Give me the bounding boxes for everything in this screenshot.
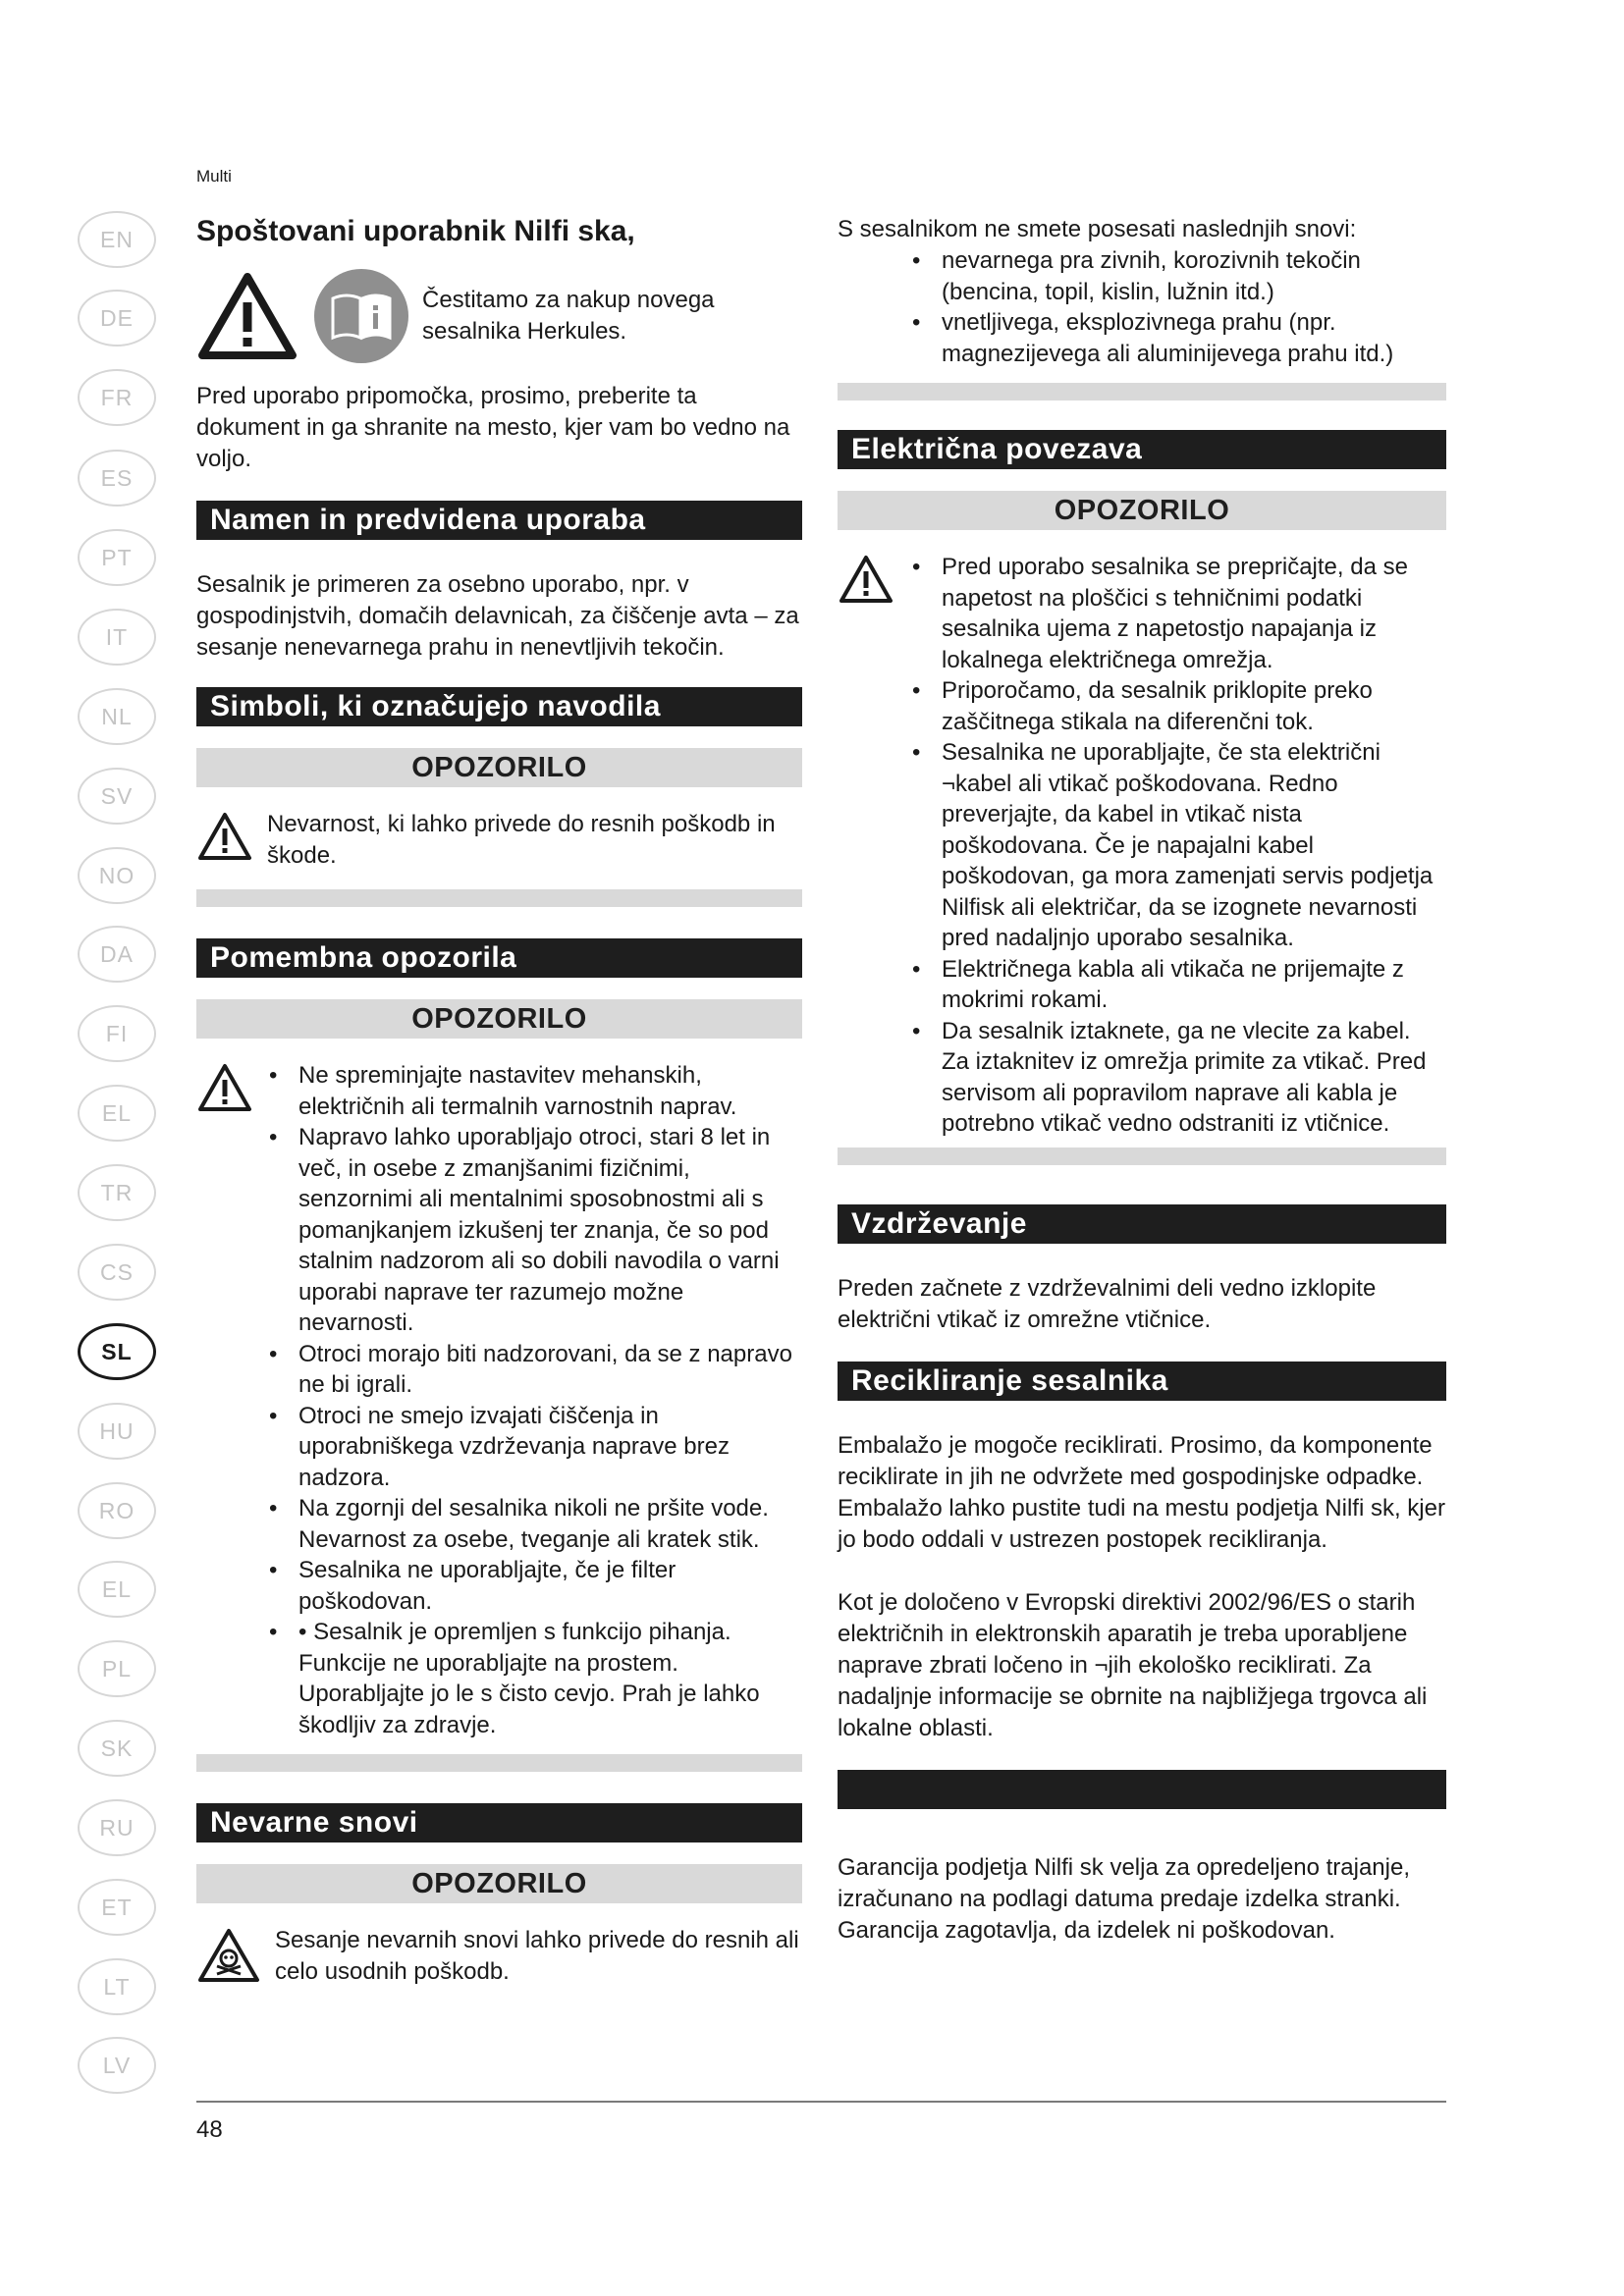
hazardous-warning-text: Sesanje nevarnih snovi lahko privede do resnih ali celo usodnih poškodb. (275, 1927, 799, 1985)
electrical-warnings-list (906, 552, 1441, 1140)
page-number: 48 (196, 2116, 223, 2143)
intro-text: Čestitamo za nakup novega sesalnika Herkules. (422, 287, 715, 345)
warning-triangle-icon (838, 554, 894, 605)
toxic-hazard-icon (196, 1927, 261, 1984)
before-use-text: Pred uporabo pripomočka, prosimo, preberite ta dokument in ga shranite na mesto, kjer vam bo vedno na voljo. (196, 383, 790, 472)
language-tab-fi[interactable]: FI (78, 1005, 156, 1062)
language-tab-el[interactable]: EL (78, 1085, 156, 1142)
symbols-warning-row (196, 809, 802, 872)
important-section-title: Pomembna opozorila (196, 938, 802, 978)
language-tab-ro[interactable]: RO (78, 1482, 156, 1539)
language-tab-sl[interactable]: SL (78, 1323, 156, 1380)
list-item: • Sesalnika ne uporabljajte, če sta električni ¬kabel ali vtikač poškodovana. Redno preverjajte, da kabel in vtikač nista poškodovana. Če je napajalni kabel poškodovan, ga mora zamenjati servis podjetja Nilfisk ali električar, da se izognete nevarnosti pred nadaljnjo uporabo sesalnika. (906, 737, 1441, 954)
hazardous-warning-label: OPOZORILO (196, 1864, 802, 1903)
electrical-section-title: Električna povezava (838, 430, 1446, 469)
separator-bar (196, 889, 802, 907)
language-tab-lv[interactable]: LV (78, 2037, 156, 2094)
language-tab-pt[interactable]: PT (78, 529, 156, 586)
language-tab-no[interactable]: NO (78, 847, 156, 904)
language-tab-sk[interactable]: SK (78, 1720, 156, 1777)
language-tab-it[interactable]: IT (78, 609, 156, 666)
separator-bar (838, 1148, 1446, 1165)
language-tab-en[interactable]: EN (78, 211, 156, 268)
electrical-warning-row (838, 552, 1446, 1140)
language-tab-de[interactable]: DE (78, 290, 156, 347)
language-tab-da[interactable]: DA (78, 926, 156, 983)
list-item: • Priporočamo, da sesalnik priklopite preko zaščitnega stikala na diferenčni tok. (906, 675, 1441, 737)
purpose-text: Sesalnik je primeren za osebno uporabo, npr. v gospodinjstvih, domačih delavnicah, za čiščenje avta – za sesanje nenevarnega prahu in nenevtljivih tekočin. (196, 571, 799, 661)
maintenance-text: Preden začnete z vzdrževalnimi deli vedno izklopite električni vtikač iz omrežne vtičnice. (838, 1274, 1377, 1333)
language-tab-lt[interactable]: LT (78, 1958, 156, 2015)
list-item: • Na zgornji del sesalnika nikoli ne pršite vode. Nevarnost za osebe, tveganje ali kratek stik. (263, 1493, 793, 1555)
recycling-section-title: Recikliranje sesalnika (838, 1362, 1446, 1401)
list-item: • Napravo lahko uporabljajo otroci, stari 8 let in več, in osebe z zmanjšanimi fizičnimi, senzornimi ali mentalnimi sposobnostmi ali s pomanjkanjem izkušenj ter znanja, če so pod stalnim nadzorom ali so dobili navodila o varni uporabi naprave ter razumejo možne nevarnosti. (263, 1122, 793, 1339)
list-item: • • Sesalnik je opremljen s funkcijo pihanja. Funkcije ne uporabljajte na prostem. Uporabljajte jo le s čisto cevjo. Prah je lahko škodljiv za zdravje. (263, 1617, 793, 1740)
hazardous-warning-row (196, 1925, 802, 1988)
language-tab-el-2[interactable]: EL (78, 1561, 156, 1618)
intro-icons (196, 269, 408, 363)
substances-intro: S sesalnikom ne smete posesati naslednjih snovi: (838, 216, 1357, 242)
maintenance-section-title: Vzdrževanje (838, 1204, 1446, 1244)
list-item: • Električnega kabla ali vtikača ne prijemajte z mokrimi rokami. (906, 954, 1441, 1016)
language-tabs (78, 211, 162, 2115)
intro-row (196, 269, 802, 363)
language-tab-tr[interactable]: TR (78, 1164, 156, 1221)
list-item: • Pred uporabo sesalnika se prepričajte, da se napetost na ploščici s tehničnimi podatki sesalnika ujema z napetostjo napajanja iz lokalnega električnega omrežja. (906, 552, 1441, 675)
language-tab-cs[interactable]: CS (78, 1244, 156, 1301)
header-label: Multi (196, 167, 232, 186)
warranty-text: Garancija podjetja Nilfi sk velja za opredeljeno trajanje, izračunano na podlagi datuma predaje izdelka stranki. Garancija zagotavlja, da izdelek ni poškodovan. (838, 1853, 1410, 1944)
hazardous-section-title: Nevarne snovi (196, 1803, 802, 1842)
language-tab-nl[interactable]: NL (78, 688, 156, 745)
list-item: • nevarnega pra zivnih, korozivnih tekočin (bencina, topil, kislin, lužnin itd.) (906, 245, 1446, 307)
language-tab-es[interactable]: ES (78, 450, 156, 507)
greeting-heading: Spoštovani uporabnik Nilfi ska, (196, 215, 635, 247)
important-warnings-list (263, 1060, 793, 1740)
list-item: • vnetljivega, eksplozivnega prahu (npr. magnezijevega ali aluminijevega prahu itd.) (906, 307, 1446, 369)
language-tab-fr[interactable]: FR (78, 369, 156, 426)
purpose-section-title: Namen in predvidena uporaba (196, 501, 802, 540)
symbols-section-title: Simboli, ki označujejo navodila (196, 687, 802, 726)
footer-divider (196, 2101, 1446, 2103)
language-tab-ru[interactable]: RU (78, 1799, 156, 1856)
language-tab-hu[interactable]: HU (78, 1403, 156, 1460)
important-warning-label: OPOZORILO (196, 999, 802, 1039)
warning-triangle-icon (196, 1062, 253, 1113)
warning-triangle-icon (196, 271, 298, 361)
substances-list (906, 245, 1446, 369)
separator-bar (838, 383, 1446, 400)
electrical-warning-label: OPOZORILO (838, 491, 1446, 530)
important-warning-row (196, 1060, 802, 1740)
right-column (838, 214, 1446, 1947)
list-item: • Sesalnika ne uporabljajte, če je filter poškodovan. (263, 1555, 793, 1617)
recycling-text-1: Embalažo je mogoče reciklirati. Prosimo, da komponente reciklirate in jih ne odvržete med gospodinjske odpadke. Embalažo lahko pustite tudi na mestu podjetja Nilfi sk, kjer jo bodo oddali v ustrezen postopek recikliranja. (838, 1431, 1445, 1553)
symbols-warning-text: Nevarnost, ki lahko privede do resnih poškodb in škode. (267, 811, 776, 869)
separator-bar (196, 1754, 802, 1772)
list-item: • Ne spreminjajte nastavitev mehanskih, električnih ali termalnih varnostnih naprav. (263, 1060, 793, 1122)
recycling-text-2: Kot je določeno v Evropski direktivi 2002/96/ES o starih električnih in elektronskih aparatih je treba uporabljene naprave zbrati ločeno in ¬jih ekološko reciklirati. Za nadaljnje informacije se obrnite na najbližjega trgovca ali lokalne oblasti. (838, 1588, 1428, 1741)
symbols-warning-label: OPOZORILO (196, 748, 802, 787)
left-column (196, 214, 802, 1988)
list-item: • Otroci morajo biti nadzorovani, da se z napravo ne bi igrali. (263, 1339, 793, 1401)
warranty-section-title (838, 1770, 1446, 1809)
list-item: • Otroci ne smejo izvajati čiščenja in uporabniškega vzdrževanja naprave brez nadzora. (263, 1401, 793, 1494)
language-tab-et[interactable]: ET (78, 1879, 156, 1936)
language-tab-pl[interactable]: PL (78, 1640, 156, 1697)
language-tab-sv[interactable]: SV (78, 768, 156, 825)
list-item: • Da sesalnik iztaknete, ga ne vlecite za kabel. Za iztaknitev iz omrežja primite za vtikač. Pred servisom ali popravilom naprave ali kabla je potrebno vtikač vedno odstraniti iz vtičnice. (906, 1016, 1441, 1140)
read-manual-icon (314, 269, 408, 363)
warning-triangle-icon (196, 811, 253, 862)
